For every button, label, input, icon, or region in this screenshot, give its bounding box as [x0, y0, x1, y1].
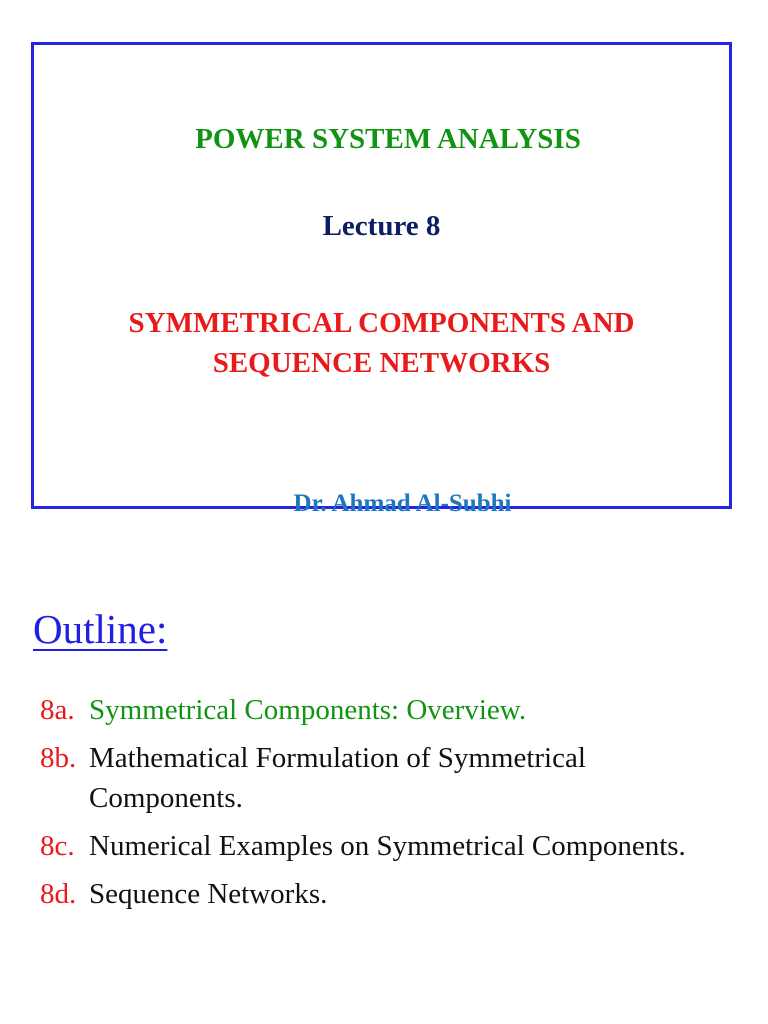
course-title: POWER SYSTEM ANALYSIS — [195, 123, 581, 155]
item-number: 8c. — [40, 830, 75, 862]
item-text: Symmetrical Components: Overview. — [89, 694, 527, 726]
item-number: 8b. — [40, 742, 77, 774]
lecture-number: Lecture 8 — [322, 210, 441, 242]
topic-line-2: SEQUENCE NETWORKS — [212, 347, 551, 379]
outline-list — [40, 690, 740, 922]
outline-item-8d — [40, 874, 740, 914]
topic-line-1: SYMMETRICAL COMPONENTS AND — [128, 307, 635, 339]
item-text: Numerical Examples on Symmetrical Components. — [89, 830, 686, 862]
title-box — [31, 42, 732, 517]
item-number: 8a. — [40, 694, 75, 726]
outline-item-8c — [40, 826, 740, 866]
item-text: Sequence Networks. — [89, 878, 328, 910]
item-text: Mathematical Formulation of Symmetrical Components. — [89, 742, 586, 814]
item-number: 8d. — [40, 878, 77, 910]
outline-item-8a — [40, 690, 740, 730]
author-name: Dr. Ahmad Al-Subhi — [293, 490, 512, 517]
outline-heading: Outline: — [33, 606, 168, 652]
outline-item-8b — [40, 738, 740, 818]
lecture-topic — [34, 303, 729, 383]
